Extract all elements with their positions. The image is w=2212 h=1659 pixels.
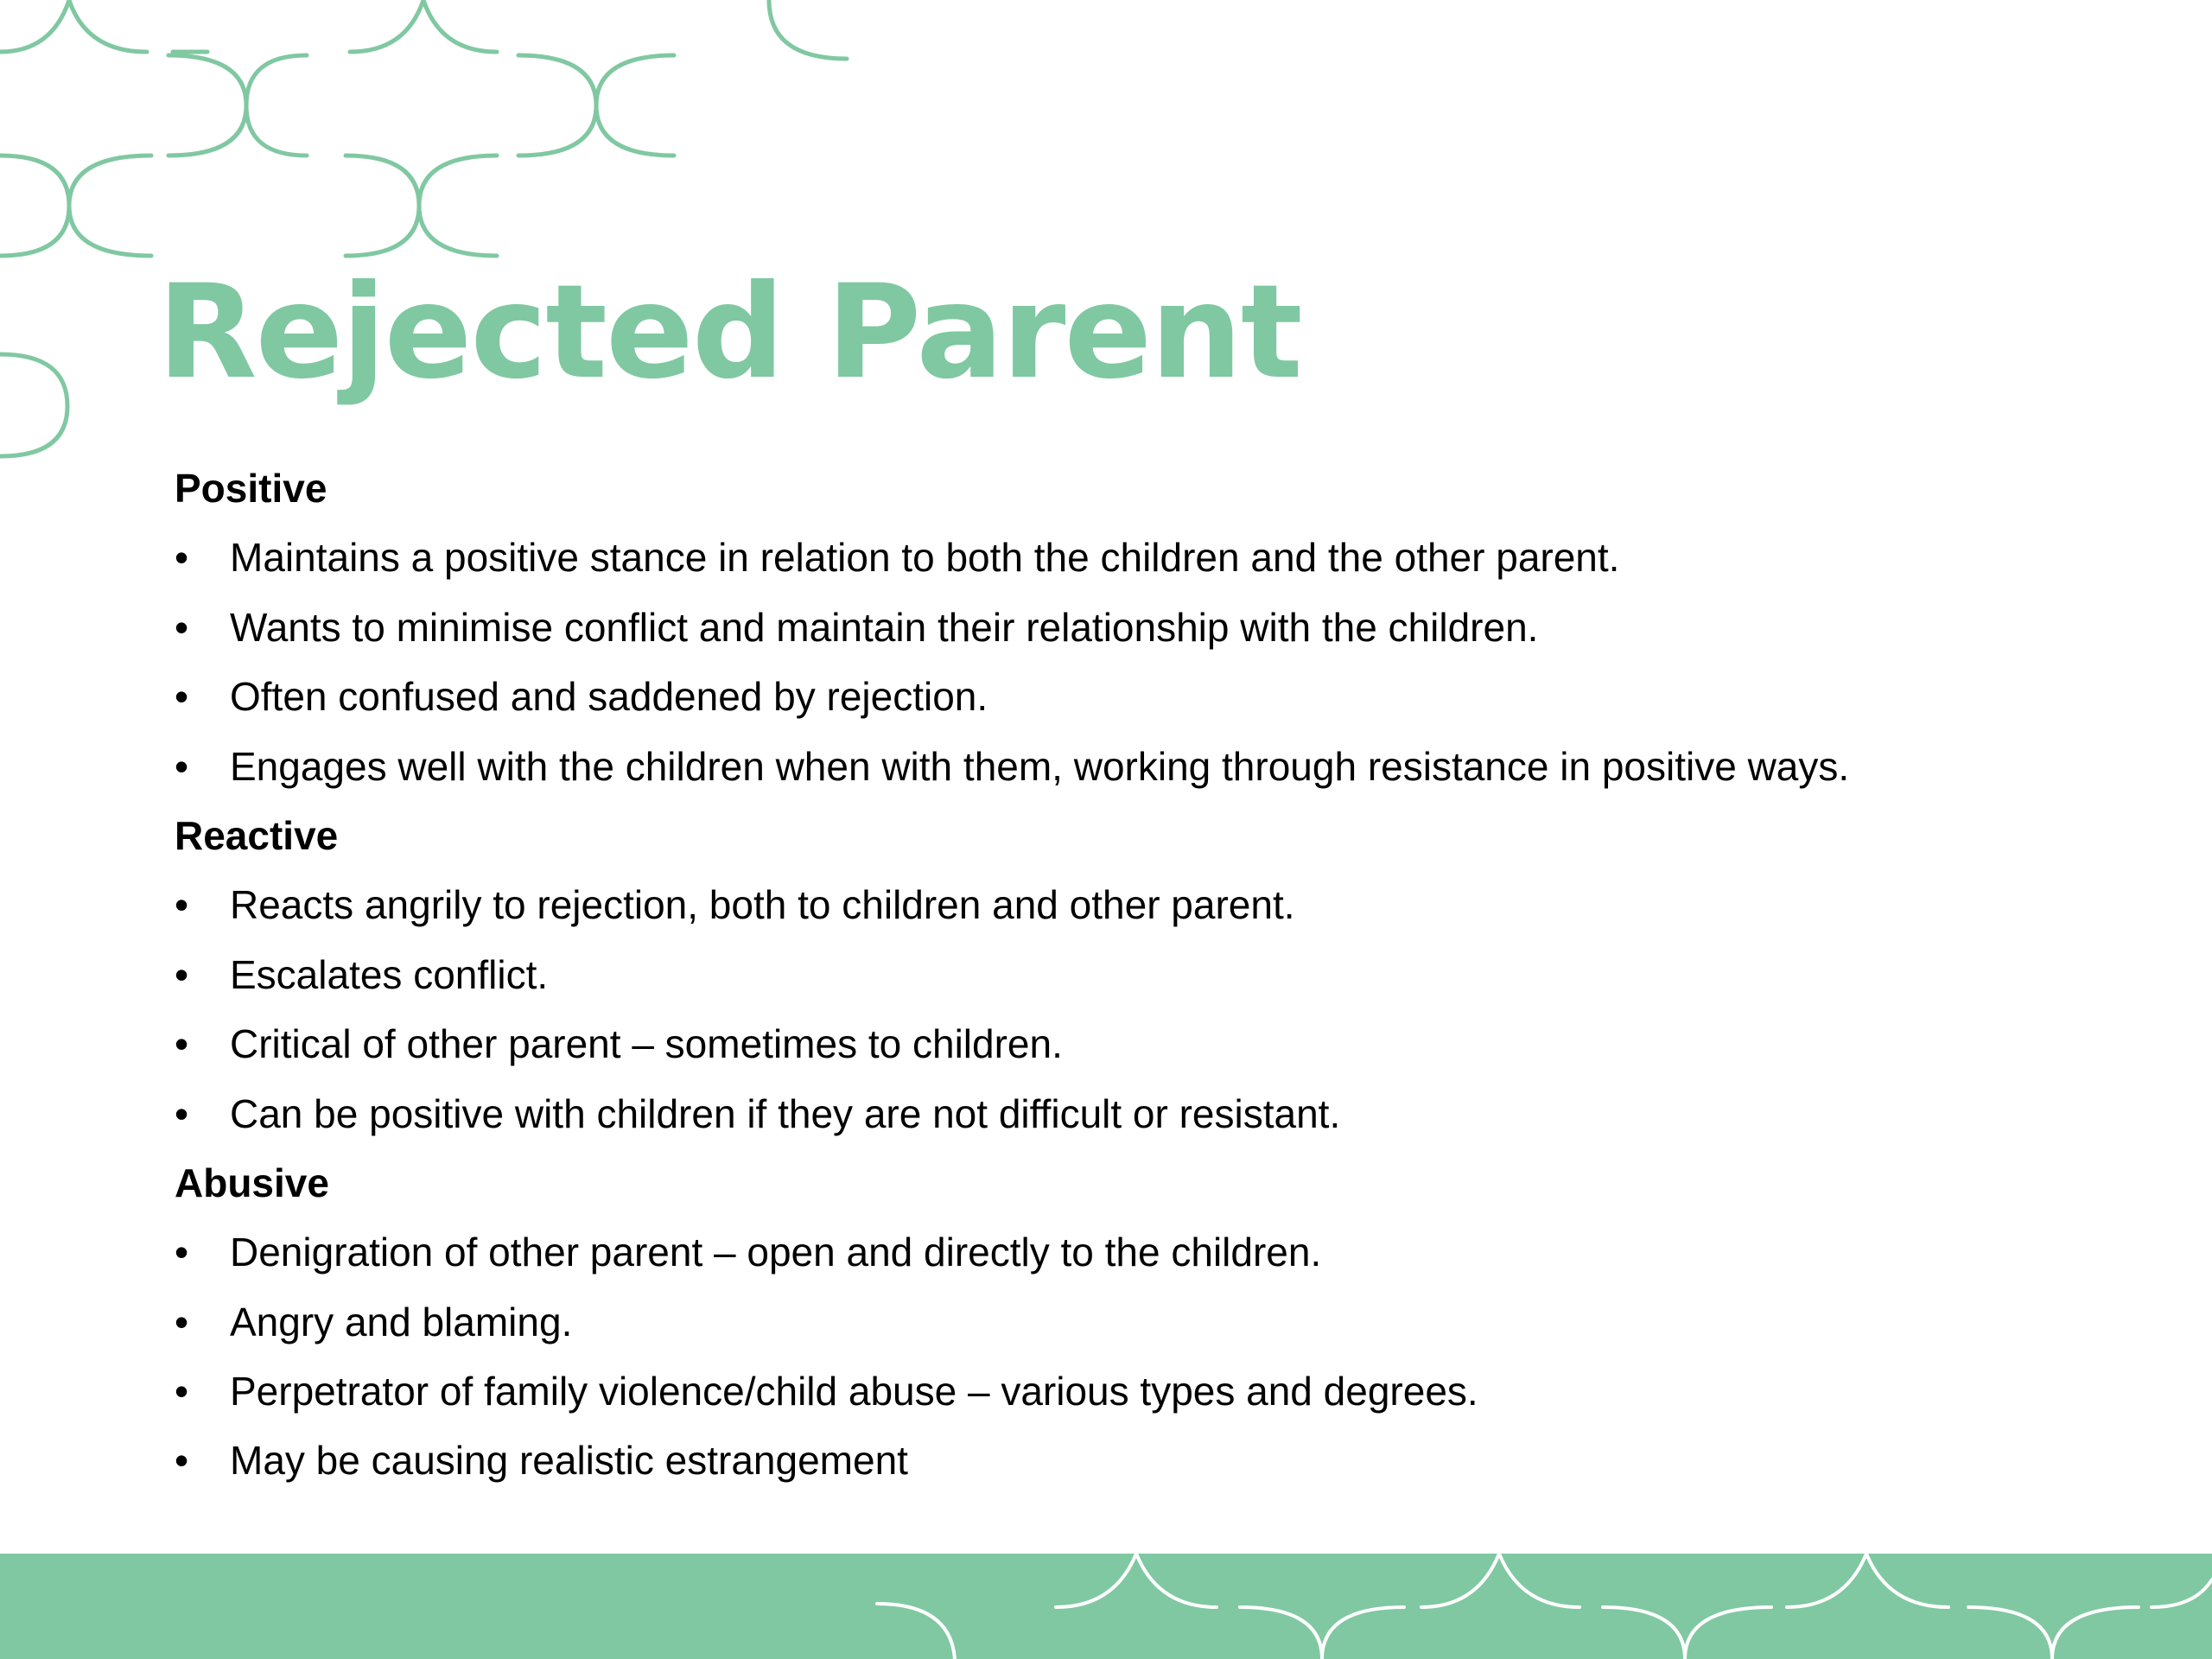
section-reactive: [175, 801, 2119, 1148]
list-item: [175, 1217, 2119, 1287]
list-item-text: Escalates conflict.: [230, 951, 549, 997]
list-item-text: Often confused and saddened by rejection.: [230, 674, 988, 720]
decorative-pattern-bottom: [0, 1554, 2212, 1659]
list-item: [175, 870, 2119, 939]
bullet-icon: •: [175, 1090, 189, 1136]
bullet-icon: •: [175, 743, 189, 789]
list-item-text: Perpetrator of family violence/child abuse – various types and degrees.: [230, 1369, 1478, 1414]
list-item-text: Reacts angrily to rejection, both to children and other parent.: [230, 882, 1295, 928]
bullet-icon: •: [175, 1021, 189, 1067]
section-positive: [175, 454, 2119, 801]
list-item: [175, 593, 2119, 662]
list-item: [175, 1009, 2119, 1078]
section-heading: Positive: [175, 466, 327, 511]
list-item: [175, 523, 2119, 592]
list-item: [175, 1287, 2119, 1357]
section-heading: Reactive: [175, 812, 339, 858]
list-item: [175, 1426, 2119, 1495]
bullet-icon: •: [175, 1438, 189, 1484]
list-item: [175, 1357, 2119, 1426]
bullet-icon: •: [175, 1369, 189, 1414]
bullet-icon: •: [175, 1230, 189, 1275]
bullet-icon: •: [175, 882, 189, 928]
list-item: [175, 940, 2119, 1009]
list-item-text: Wants to minimise conflict and maintain their relationship with the children.: [230, 604, 1539, 650]
bullet-icon: •: [175, 535, 189, 581]
bullet-icon: •: [175, 1299, 189, 1344]
list-item-text: May be causing realistic estrangement: [230, 1438, 908, 1484]
bullet-icon: •: [175, 604, 189, 650]
list-item-text: Critical of other parent – sometimes to children.: [230, 1021, 1063, 1067]
list-item-text: Can be positive with children if they are not difficult or resistant.: [230, 1090, 1341, 1136]
list-item: [175, 1079, 2119, 1148]
section-abusive: [175, 1148, 2119, 1496]
footer-band: [0, 1554, 2212, 1659]
section-heading: Abusive: [175, 1160, 329, 1205]
list-item-text: Denigration of other parent – open and directly to the children.: [230, 1230, 1322, 1275]
bullet-icon: •: [175, 951, 189, 997]
list-item: [175, 662, 2119, 731]
list-item-text: Engages well with the children when with them, working through resistance in positive ways.: [230, 743, 1850, 789]
list-item-text: Maintains a positive stance in relation to both the children and the other parent.: [230, 535, 1620, 581]
list-item: [175, 732, 2119, 801]
bullet-icon: •: [175, 674, 189, 720]
slide-title: Rejected Parent: [157, 257, 1301, 408]
slide-body: [175, 454, 2119, 1496]
list-item-text: Angry and blaming.: [230, 1299, 573, 1344]
